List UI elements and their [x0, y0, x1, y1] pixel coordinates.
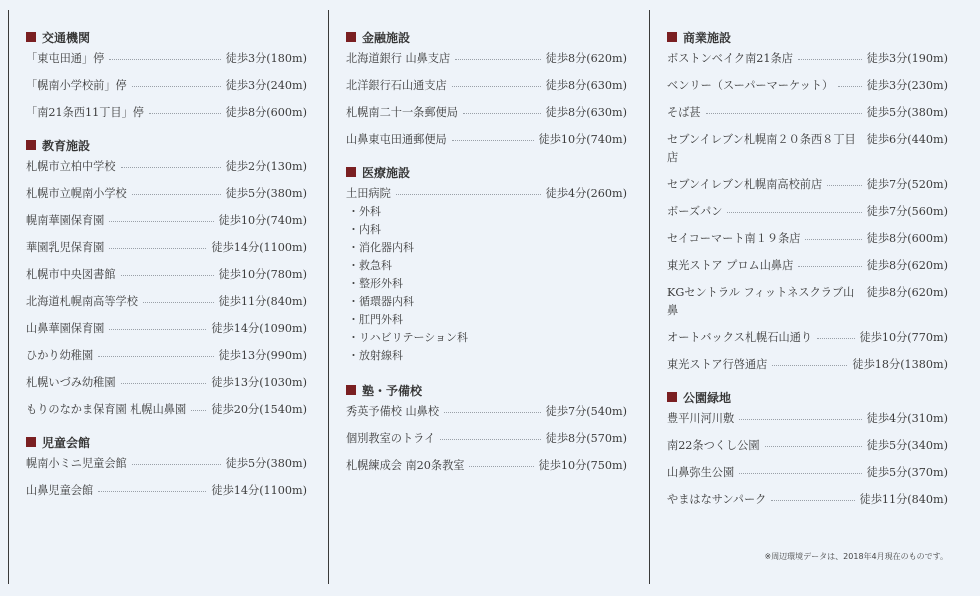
facility-name: 札幌市中央図書館	[26, 268, 116, 281]
list-item	[346, 131, 627, 149]
department-item: ・肛門外科	[348, 313, 403, 326]
facility-name: 華園乳児保育園	[26, 241, 105, 254]
facility-name: ボストンベイク南21条店	[667, 52, 793, 65]
section-title: 商業施設	[683, 30, 732, 45]
facility-name: そば甚	[667, 106, 701, 119]
section-heading	[26, 28, 307, 46]
facility-name: 札幌南二十一条郵便局	[346, 106, 458, 119]
dotted-leader	[455, 50, 540, 60]
walking-distance: 徒歩3分(240m)	[225, 79, 307, 92]
list-item	[667, 437, 948, 455]
dotted-leader	[143, 293, 214, 303]
dotted-leader	[149, 104, 221, 114]
facility-name: 東光ストア行啓通店	[667, 358, 768, 371]
list-item	[667, 257, 948, 275]
walking-distance: 徒歩5分(380m)	[225, 457, 307, 470]
walking-distance: 徒歩7分(540m)	[545, 405, 627, 418]
section	[26, 136, 307, 419]
dotted-leader	[132, 77, 221, 87]
walking-distance: 徒歩11分(840m)	[218, 295, 307, 308]
section-title: 交通機関	[42, 30, 91, 45]
section	[667, 388, 948, 509]
list-item	[26, 455, 307, 473]
walking-distance: 徒歩8分(600m)	[866, 232, 948, 245]
facility-name: 幌南華園保育園	[26, 214, 105, 227]
walking-distance: 徒歩2分(130m)	[225, 160, 307, 173]
facility-name: 札幌市立幌南小学校	[26, 187, 127, 200]
list-item	[346, 185, 627, 203]
walking-distance: 徒歩8分(620m)	[545, 52, 627, 65]
facility-name: 山鼻華園保育園	[26, 322, 105, 335]
walking-distance: 徒歩8分(620m)	[866, 286, 948, 299]
list-item	[667, 176, 948, 194]
walking-distance: 徒歩8分(600m)	[225, 106, 307, 119]
section-heading	[26, 433, 307, 451]
dotted-leader	[121, 158, 221, 168]
dotted-leader	[772, 356, 847, 366]
walking-distance: 徒歩3分(230m)	[866, 79, 948, 92]
section-heading	[346, 163, 627, 181]
facility-name: ひかり幼稚園	[26, 349, 94, 362]
facility-name: ベンリー（スーパーマーケット）	[667, 79, 834, 92]
dotted-leader	[817, 329, 854, 339]
department-item: ・内科	[348, 223, 381, 236]
list-item	[667, 491, 948, 509]
list-item	[26, 293, 307, 311]
square-bullet-icon	[346, 385, 356, 395]
dotted-leader	[109, 239, 206, 249]
walking-distance: 徒歩14分(1100m)	[211, 484, 307, 497]
walking-distance: 徒歩7分(560m)	[866, 205, 948, 218]
walking-distance: 徒歩5分(340m)	[866, 439, 948, 452]
list-item	[346, 430, 627, 448]
facility-name: 山鼻弥生公園	[667, 466, 735, 479]
column-body	[667, 28, 948, 523]
department-item: ・外科	[348, 205, 381, 218]
list-item	[667, 77, 948, 95]
section-heading	[667, 388, 948, 406]
list-item	[26, 374, 307, 392]
facility-name: 山鼻東屯田通郵便局	[346, 133, 447, 146]
dotted-leader	[132, 185, 221, 195]
dotted-leader	[191, 401, 206, 411]
list-item	[346, 104, 627, 122]
walking-distance: 徒歩11分(840m)	[859, 493, 948, 506]
facility-name: 豊平川河川敷	[667, 412, 735, 425]
department-item: ・整形外科	[348, 277, 403, 290]
walking-distance: 徒歩6分(440m)	[866, 133, 948, 146]
column-body	[26, 28, 307, 514]
walking-distance: 徒歩4分(260m)	[545, 187, 627, 200]
department-item: ・循環器内科	[348, 295, 414, 308]
list-item	[667, 464, 948, 482]
list-item	[26, 401, 307, 419]
list-item	[346, 50, 627, 68]
walking-distance: 徒歩8分(630m)	[545, 79, 627, 92]
walking-distance: 徒歩10分(740m)	[218, 214, 307, 227]
list-item	[26, 482, 307, 500]
section	[26, 28, 307, 122]
facility-name: もりのなかま保育園 札幌山鼻園	[26, 403, 187, 416]
dotted-leader	[452, 131, 534, 141]
walking-distance: 徒歩18分(1380m)	[852, 358, 948, 371]
list-item	[26, 239, 307, 257]
facility-name: 「東屯田通」停	[26, 52, 105, 65]
facility-name: 秀英予備校 山鼻校	[346, 405, 440, 418]
list-item	[346, 403, 627, 421]
section-heading	[26, 136, 307, 154]
list-item	[26, 266, 307, 284]
facility-name: セイコーマート南１９条店	[667, 232, 801, 245]
list-item	[26, 50, 307, 68]
section	[346, 381, 627, 475]
dotted-leader	[739, 464, 861, 474]
facility-name: セブンイレブン札幌南高校前店	[667, 178, 823, 191]
walking-distance: 徒歩8分(620m)	[866, 259, 948, 272]
dotted-leader	[98, 347, 213, 357]
walking-distance: 徒歩13分(1030m)	[211, 376, 307, 389]
section-heading	[346, 28, 627, 46]
list-item	[667, 329, 948, 347]
dotted-leader	[765, 437, 862, 447]
column-3	[649, 10, 955, 584]
walking-distance: 徒歩3分(190m)	[866, 52, 948, 65]
list-item	[26, 347, 307, 365]
facility-name: 北海道銀行 山鼻支店	[346, 52, 451, 65]
section-title: 金融施設	[362, 30, 411, 45]
list-item	[667, 50, 948, 68]
walking-distance: 徒歩10分(740m)	[538, 133, 627, 146]
section-title: 医療施設	[362, 165, 411, 180]
dotted-leader	[469, 457, 533, 467]
walking-distance: 徒歩13分(990m)	[218, 349, 307, 362]
section-title: 児童会館	[42, 435, 91, 450]
walking-distance: 徒歩10分(780m)	[218, 268, 307, 281]
dotted-leader	[109, 320, 206, 330]
section-heading	[346, 381, 627, 399]
walking-distance: 徒歩7分(520m)	[866, 178, 948, 191]
section-title: 教育施設	[42, 138, 91, 153]
facility-name: 個別教室のトライ	[346, 432, 436, 445]
list-item	[346, 457, 627, 475]
dotted-leader	[798, 257, 861, 267]
facility-name: 札幌いづみ幼稚園	[26, 376, 116, 389]
facility-name: 「南21条西11丁目」停	[26, 106, 144, 119]
footnote: ※周辺環境データは、2018年4月現在のものです。	[764, 552, 948, 561]
dotted-leader	[452, 77, 541, 87]
facility-name: 北洋銀行石山通支店	[346, 79, 447, 92]
section-title: 塾・予備校	[362, 383, 423, 398]
list-item	[26, 77, 307, 95]
square-bullet-icon	[346, 32, 356, 42]
section	[346, 163, 627, 365]
dotted-leader	[109, 212, 213, 222]
square-bullet-icon	[26, 32, 36, 42]
walking-distance: 徒歩14分(1100m)	[211, 241, 307, 254]
walking-distance: 徒歩5分(380m)	[866, 106, 948, 119]
department-item: ・消化器内科	[348, 241, 414, 254]
walking-distance: 徒歩3分(180m)	[225, 52, 307, 65]
dotted-leader	[827, 176, 861, 186]
walking-distance: 徒歩10分(750m)	[538, 459, 627, 472]
list-item	[667, 356, 948, 374]
walking-distance: 徒歩10分(770m)	[859, 331, 948, 344]
department-item: ・放射線科	[348, 349, 403, 362]
facility-name: 「幌南小学校前」停	[26, 79, 127, 92]
walking-distance: 徒歩14分(1090m)	[211, 322, 307, 335]
facility-name: 東光ストア プロム山鼻店	[667, 259, 794, 272]
facility-name: オートバックス札幌石山通り	[667, 331, 813, 344]
dotted-leader	[440, 430, 540, 440]
dotted-leader	[121, 266, 214, 276]
column-1	[8, 10, 314, 584]
walking-distance: 徒歩5分(380m)	[225, 187, 307, 200]
list-item	[667, 230, 948, 248]
dotted-leader	[121, 374, 207, 384]
square-bullet-icon	[26, 437, 36, 447]
column-body	[346, 28, 627, 489]
list-item	[26, 104, 307, 122]
section	[667, 28, 948, 374]
facility-name: 土田病院	[346, 187, 391, 200]
section	[26, 433, 307, 500]
list-item	[667, 410, 948, 428]
dotted-leader	[727, 203, 861, 213]
department-item: ・リハビリテーション科	[348, 331, 469, 344]
facility-name: ボーズパン	[667, 205, 723, 218]
column-2	[328, 10, 634, 584]
walking-distance: 徒歩20分(1540m)	[211, 403, 307, 416]
department-item: ・救急科	[348, 259, 392, 272]
list-item	[346, 77, 627, 95]
list-item	[667, 203, 948, 221]
list-item	[667, 284, 948, 320]
facility-name: 山鼻児童会館	[26, 484, 94, 497]
dotted-leader	[805, 230, 861, 240]
facility-name: 北海道札幌南高等学校	[26, 295, 138, 308]
section-title: 公園緑地	[683, 390, 732, 405]
facility-name: セブンイレブン札幌南２０条西８丁目店	[667, 133, 856, 164]
facility-name: KGセントラル フィットネスクラブ山鼻	[667, 286, 855, 317]
dotted-leader	[798, 50, 862, 60]
dotted-leader	[109, 50, 220, 60]
facility-name: 幌南小ミニ児童会館	[26, 457, 127, 470]
walking-distance: 徒歩8分(630m)	[545, 106, 627, 119]
list-item	[26, 320, 307, 338]
list-item	[26, 212, 307, 230]
list-item	[667, 131, 948, 167]
dotted-leader	[396, 185, 541, 195]
dotted-leader	[706, 104, 862, 114]
section	[346, 28, 627, 149]
facility-name: 札幌市立柏中学校	[26, 160, 116, 173]
walking-distance: 徒歩8分(570m)	[545, 432, 627, 445]
square-bullet-icon	[667, 392, 677, 402]
list-item	[26, 185, 307, 203]
dotted-leader	[739, 410, 861, 420]
facility-name: 札幌練成会 南20条教室	[346, 459, 465, 472]
list-item	[26, 158, 307, 176]
section-heading	[667, 28, 948, 46]
dotted-leader	[98, 482, 206, 492]
list-item	[667, 104, 948, 122]
facility-name: 南22条つくし公園	[667, 439, 760, 452]
dotted-leader	[771, 491, 854, 501]
square-bullet-icon	[346, 167, 356, 177]
dotted-leader	[838, 77, 861, 87]
dotted-leader	[132, 455, 221, 465]
walking-distance: 徒歩4分(310m)	[866, 412, 948, 425]
square-bullet-icon	[667, 32, 677, 42]
square-bullet-icon	[26, 140, 36, 150]
dotted-leader	[463, 104, 541, 114]
dotted-leader	[444, 403, 541, 413]
facility-name: やまはなサンパーク	[667, 493, 767, 506]
walking-distance: 徒歩5分(370m)	[866, 466, 948, 479]
